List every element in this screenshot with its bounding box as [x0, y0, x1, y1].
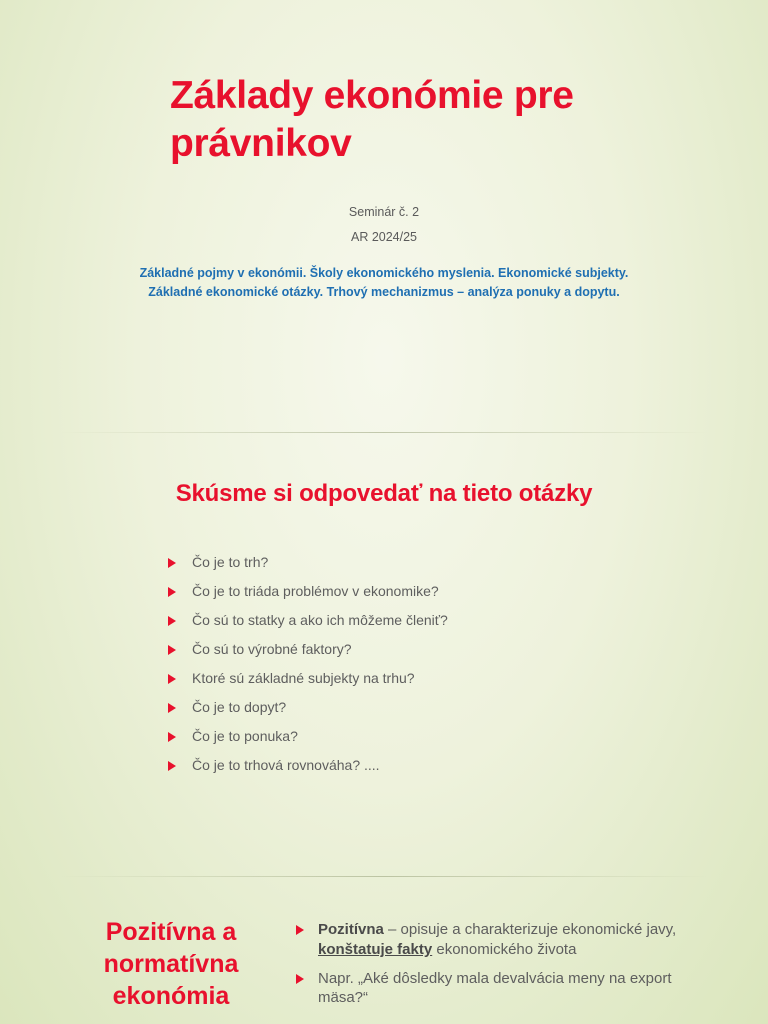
list-item [296, 920, 704, 960]
definition-term: Pozitívna [318, 921, 384, 938]
topics-text: Základné pojmy v ekonómii. Školy ekonomického myslenia. Ekonomické subjekty. Základné ekonomické otázky. Trhový mechanizmus – analýza ponuky a dopytu. [139, 266, 629, 300]
questions-heading: Skúsme si odpovedať na tieto otázky [175, 480, 593, 507]
list-item-label: Čo sú to výrobné faktory? [192, 641, 352, 657]
list-item-label: Čo je to dopyt? [192, 699, 287, 715]
list-item [168, 757, 704, 775]
bullet-arrow-icon [168, 587, 176, 597]
bullet-arrow-icon [296, 925, 304, 935]
definition-example: Napr. „Aké dôsledky mala devalvácia meny na export mäsa?“ [318, 969, 672, 1007]
questions-list [168, 554, 704, 775]
academic-year-label: AR 2024/25 [350, 230, 418, 245]
list-item [168, 612, 704, 630]
slide-title [0, 0, 768, 432]
list-item [168, 583, 704, 601]
list-item [296, 969, 704, 1009]
slide-positive-normative [0, 876, 768, 1024]
list-item-label: Čo sú to statky a ako ich môžeme členiť? [192, 612, 448, 628]
list-item [168, 641, 704, 659]
definition-text-tail: ekonomického života [432, 940, 577, 958]
list-item-label: Čo je to trh? [192, 554, 269, 570]
section-body [296, 916, 704, 1024]
list-item [168, 554, 704, 572]
bullet-arrow-icon [168, 732, 176, 742]
list-item [168, 699, 704, 717]
bullet-arrow-icon [168, 703, 176, 713]
list-item-label: Ktoré sú základné subjekty na trhu? [192, 670, 415, 686]
list-item-label: Čo je to ponuka? [192, 728, 298, 744]
definition-emphasis: konštatuje fakty [318, 940, 433, 958]
bullet-arrow-icon [168, 674, 176, 684]
page-title: Základy ekonómie pre právnikov [170, 74, 574, 165]
bullet-arrow-icon [168, 616, 176, 626]
bullet-arrow-icon [168, 645, 176, 655]
slide-questions [0, 432, 768, 876]
list-item [168, 670, 704, 688]
list-item-label: Čo je to triáda problémov v ekonomike? [192, 583, 439, 599]
definition-list [296, 920, 704, 1008]
list-item [168, 728, 704, 746]
bullet-arrow-icon [168, 761, 176, 771]
bullet-arrow-icon [296, 974, 304, 984]
list-item-label: Čo je to trhová rovnováha? .... [192, 757, 380, 773]
section-title: Pozitívna a normatívna ekonómia [103, 918, 239, 1010]
definition-text: – opisuje a charakterizuje ekonomické javy, [383, 921, 677, 938]
seminar-label: Seminár č. 2 [348, 205, 420, 220]
bullet-arrow-icon [168, 558, 176, 568]
